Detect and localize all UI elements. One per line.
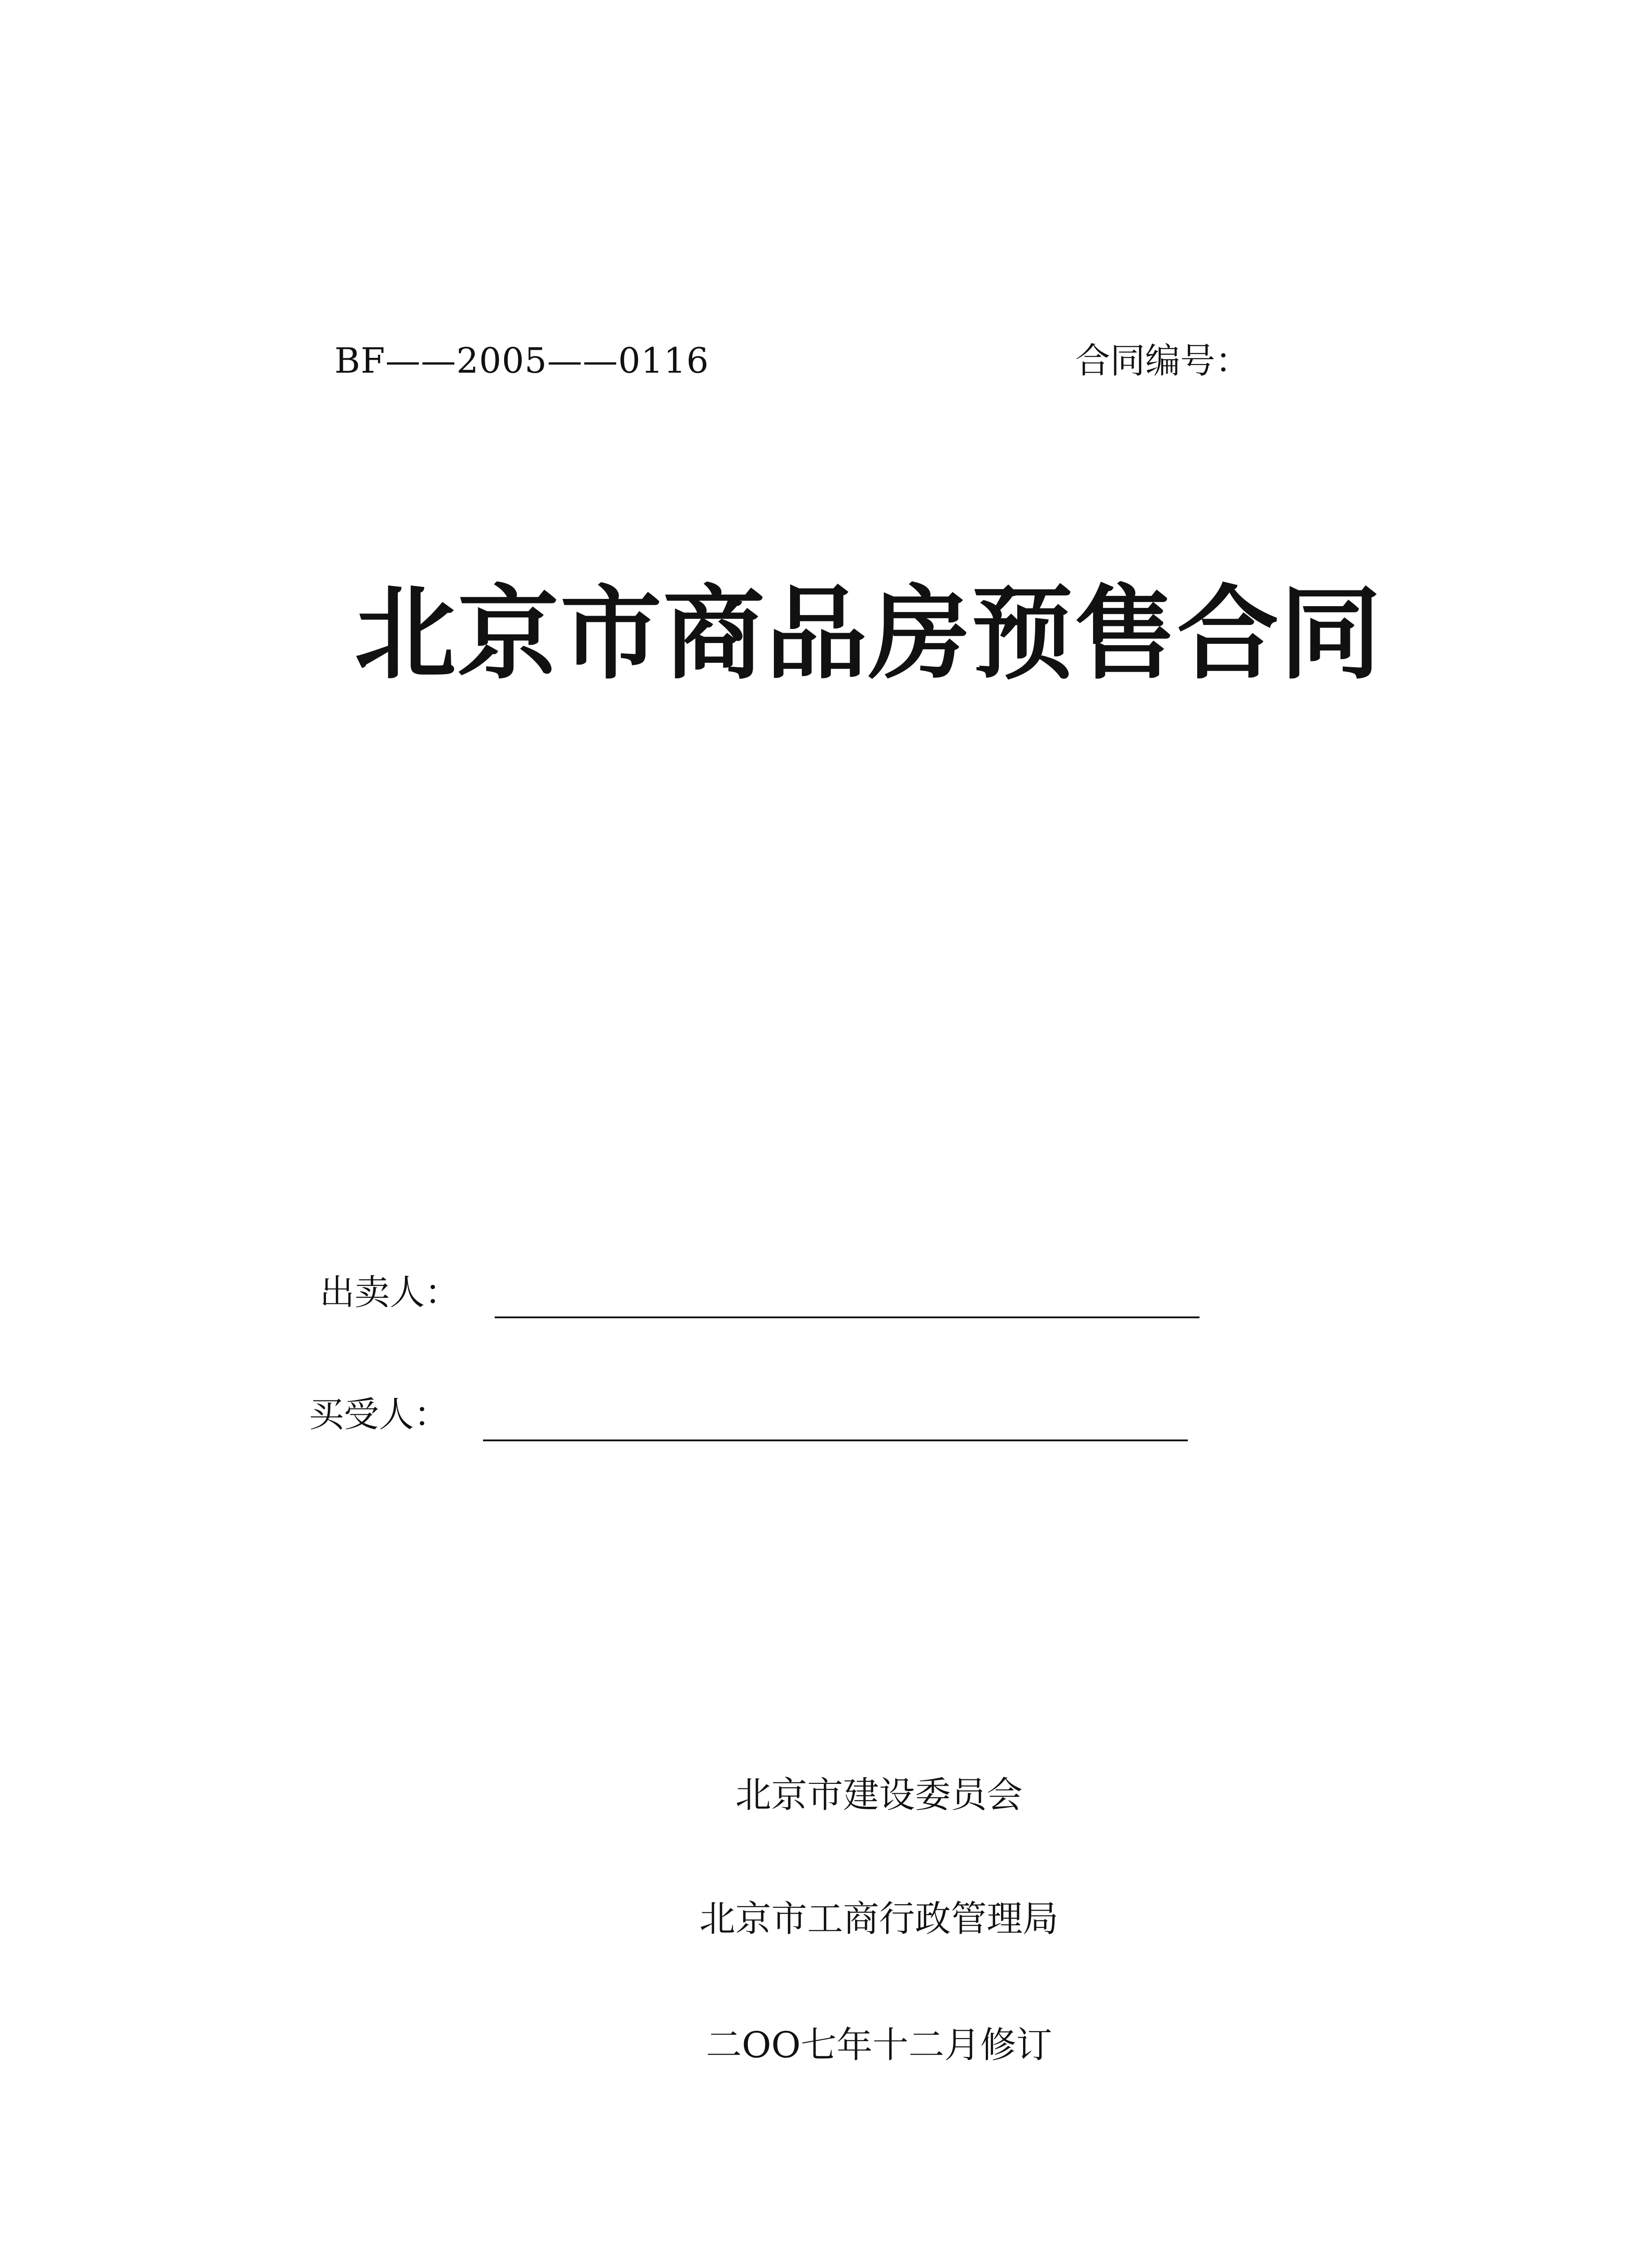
seller-label: 出卖人： bbox=[320, 1272, 460, 1313]
seller-blank-line bbox=[495, 1316, 1199, 1318]
revision-date: 二OO七年十二月修订 bbox=[706, 2024, 1052, 2066]
buyer-field bbox=[309, 1397, 1207, 1451]
issuer-industry-commerce-bureau: 北京市工商行政管理局 bbox=[699, 1898, 1059, 1940]
buyer-blank-line bbox=[483, 1439, 1188, 1441]
contract-number-label: 合同编号： bbox=[1075, 341, 1251, 381]
form-code: BF——2005——0116 bbox=[334, 341, 709, 381]
seller-field bbox=[320, 1272, 1217, 1329]
document-title: 北京市商品房预售合同 bbox=[355, 575, 1383, 693]
buyer-label: 买受人： bbox=[309, 1395, 449, 1435]
issuer-construction-committee: 北京市建设委员会 bbox=[735, 1774, 1023, 1816]
